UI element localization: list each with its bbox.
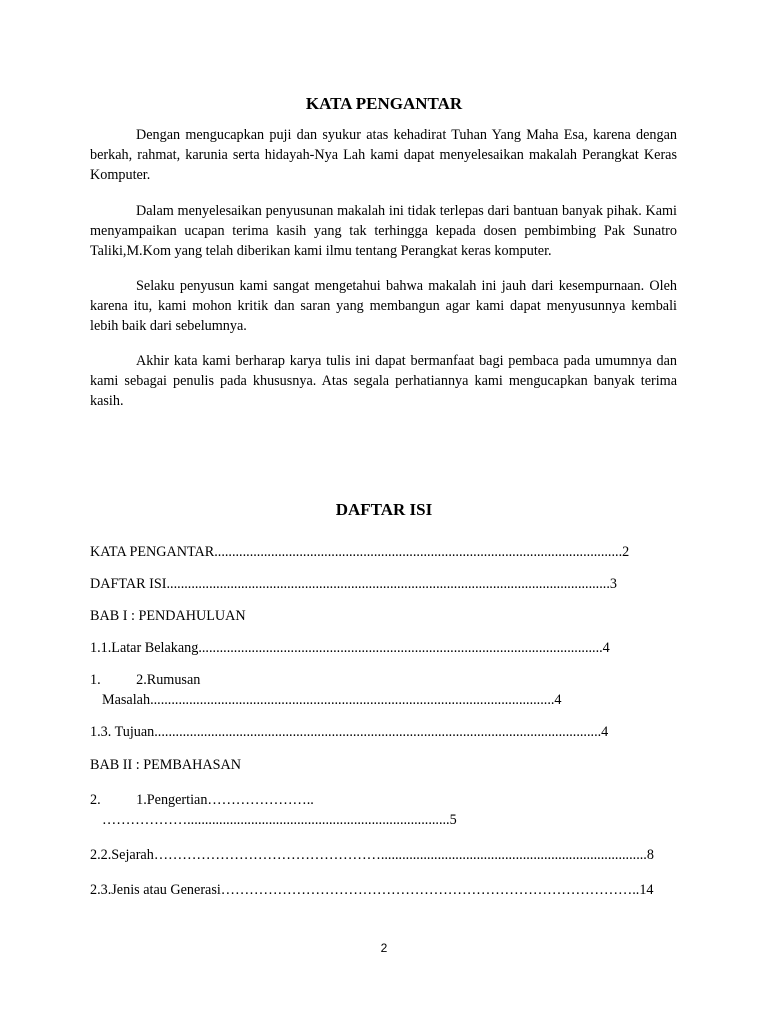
toc-entry-rumusan-line-2: Masalah..................................................................................................................4 [102,692,562,708]
toc-entry-rumusan-line-1: 1. 2.Rumusan [90,672,201,688]
toc-entry-bab-2: BAB II : PEMBAHASAN [90,757,241,773]
kata-pengantar-title: KATA PENGANTAR [305,94,463,113]
kata-pengantar-paragraph-3: Selaku penyusun kami sangat mengetahui bahwa makalah ini jauh dari kesempurnaan. Oleh karena itu, kami mohon kritik dan saran yang membangun agar kami dapat menyusunnya kembali lebih baik dari sebelumnya. [90,278,677,334]
toc-entry-pengertian-line-2: ………………..........................................................................5 [102,812,457,828]
toc-entry-pengertian-line-1: 2. 1.Pengertian………………….. [90,792,314,808]
toc-entry-sejarah: 2.2.Sejarah…………………………………………...........................................................................8 [90,847,654,863]
daftar-isi-title: DAFTAR ISI [335,500,433,519]
toc-entry-jenis-generasi: 2.3.Jenis atau Generasi……………………………………………………………………………..14 [90,882,654,898]
kata-pengantar-paragraph-1: Dengan mengucapkan puji dan syukur atas kehadirat Tuhan Yang Maha Esa, karena dengan berkah, rahmat, karunia serta hidayah-Nya Lah kami dapat menyelesaikan makalah Perangkat Keras Komputer. [90,127,677,183]
toc-entry-daftar-isi: DAFTAR ISI.............................................................................................................................3 [90,576,617,592]
toc-entry-latar-belakang: 1.1.Latar Belakang..................................................................................................................4 [90,640,610,656]
toc-entry-kata-pengantar: KATA PENGANTAR...................................................................................................................2 [90,544,630,560]
toc-entry-tujuan: 1.3. Tujuan..............................................................................................................................4 [90,724,609,740]
kata-pengantar-paragraph-2: Dalam menyelesaikan penyusunan makalah ini tidak terlepas dari bantuan banyak pihak. Kami menyampaikan ucapan terima kasih yang tak terhingga kepada dosen pembimbing Pak Sunatro Taliki,M.Kom yang telah diberikan kami ilmu tentang Perangkat keras komputer. [90,203,677,259]
page-number: 2 [380,941,388,955]
toc-entry-bab-1: BAB I : PENDAHULUAN [90,608,246,624]
kata-pengantar-paragraph-4: Akhir kata kami berharap karya tulis ini dapat bermanfaat bagi pembaca pada umumnya dan kami sebagai penulis pada khususnya. Atas segala perhatiannya kami mengucapkan banyak terima kasih. [90,353,677,409]
